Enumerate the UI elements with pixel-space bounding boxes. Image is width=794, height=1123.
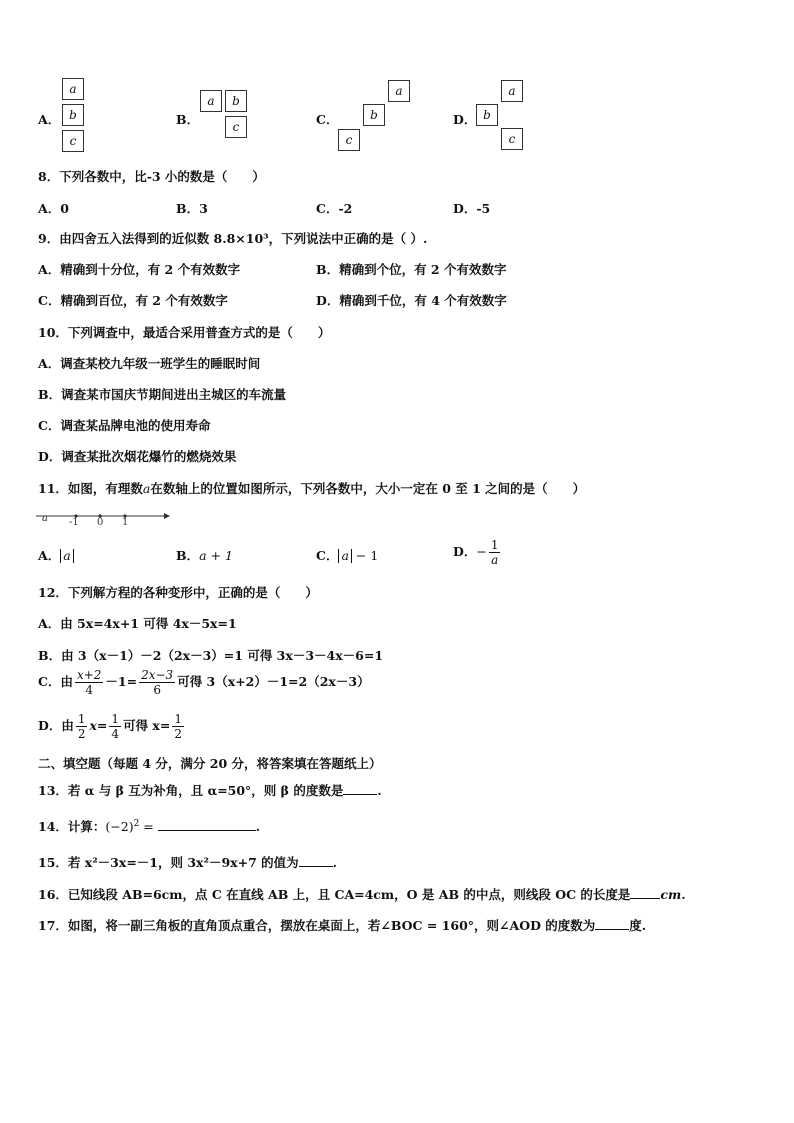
answer-blank bbox=[299, 866, 333, 867]
question-11-stem: 11．如图，有理数a在数轴上的位置如图所示，下列各数中，大小一定在 0 至 1 之间的是（ ） bbox=[38, 481, 586, 496]
q12-option-c: C．由 $\frac{x+2}{4}$ －1= $\frac{2x-3}{6}$ 可得 3（x+2）－1=2（2x－3） bbox=[38, 668, 370, 697]
face-cell: a bbox=[200, 90, 222, 112]
face-cell: b bbox=[476, 104, 498, 126]
q10-option-c: C．调查某品牌电池的使用寿命 bbox=[38, 418, 211, 433]
question-15: 15．若 x²－3x=－1，则 3x²－9x+7 的值为 . bbox=[38, 855, 338, 870]
q9-option-d: D．精确到千位，有 4 个有效数字 bbox=[316, 293, 507, 308]
question-10-stem: 10．下列调查中，最适合采用普查方式的是（ ） bbox=[38, 325, 331, 340]
axis-label-0: 0 bbox=[97, 517, 104, 528]
question-16: 16．已知线段 AB=6cm，点 C 在直线 AB 上，且 CA=4cm，O 是 AB 的中点，则线段 OC 的长度是 cm. bbox=[38, 887, 686, 902]
face-cell: c bbox=[338, 129, 360, 151]
face-cell: b bbox=[225, 90, 247, 112]
q7-option-a-label: A． bbox=[38, 112, 61, 127]
question-9-stem: 9．由四舍五入法得到的近似数 8.8×10³，下列说法中正确的是（ ）. bbox=[38, 231, 428, 246]
answer-blank bbox=[595, 929, 629, 930]
q12-option-d: D．由 $\frac{1}{2}$ x= $\frac{1}{4}$ 可得 x= $\frac{1}{2}$ bbox=[38, 712, 182, 741]
q11-option-b: B．a + 1 bbox=[176, 548, 233, 563]
q9-option-c: C．精确到百位，有 2 个有效数字 bbox=[38, 293, 228, 308]
q11-option-a: A． a bbox=[38, 546, 74, 564]
face-cell: a bbox=[501, 80, 523, 102]
face-cell: b bbox=[62, 104, 84, 126]
q10-option-d: D．调查某批次烟花爆竹的燃烧效果 bbox=[38, 449, 237, 464]
q11-option-c: C． a − 1 bbox=[316, 548, 379, 563]
q8-option-c: C．-2 bbox=[316, 201, 353, 216]
face-cell: c bbox=[62, 130, 84, 152]
axis-label-minus-1: -1 bbox=[69, 517, 79, 528]
question-12-stem: 12．下列解方程的各种变形中，正确的是（ ） bbox=[38, 585, 318, 600]
q9-option-b: B．精确到个位，有 2 个有效数字 bbox=[316, 262, 507, 277]
answer-blank bbox=[630, 898, 660, 899]
q7-option-c-label: C． bbox=[316, 112, 339, 127]
face-cell: b bbox=[363, 104, 385, 126]
face-cell: a bbox=[62, 78, 84, 100]
axis-label-1: 1 bbox=[122, 517, 129, 528]
q8-option-a: A．0 bbox=[38, 201, 69, 216]
q9-option-a: A．精确到十分位，有 2 个有效数字 bbox=[38, 262, 241, 277]
question-14: 14．计算：$(-2)^2$ = . bbox=[38, 818, 261, 834]
face-cell: c bbox=[501, 128, 523, 150]
answer-blank bbox=[343, 794, 377, 795]
question-13: 13．若 α 与 β 互为补角，且 α=50°，则 β 的度数是 . bbox=[38, 783, 382, 798]
q7-option-b-label: B． bbox=[176, 112, 200, 127]
q7-option-d-label: D． bbox=[453, 112, 477, 127]
face-cell: a bbox=[388, 80, 410, 102]
q11-option-d: D．− $\frac{1}{a}$ bbox=[453, 538, 499, 567]
question-17: 17．如图，将一副三角板的直角顶点重合，摆放在桌面上，若∠BOC = 160°，则∠AOD 的度数为 度. bbox=[38, 918, 647, 933]
q10-option-b: B．调查某市国庆节期间进出主城区的车流量 bbox=[38, 387, 287, 402]
answer-blank bbox=[158, 830, 256, 831]
question-8-stem: 8．下列各数中，比-3 小的数是（ ） bbox=[38, 169, 265, 184]
section-2-heading: 二、填空题（每题 4 分，满分 20 分，将答案填在答题纸上） bbox=[38, 756, 382, 771]
q12-option-b: B．由 3（x－1）－2（2x－3）=1 可得 3x－3－4x－6=1 bbox=[38, 648, 384, 663]
q8-option-b: B．3 bbox=[176, 201, 208, 216]
q8-option-d: D．-5 bbox=[453, 201, 491, 216]
face-cell: c bbox=[225, 116, 247, 138]
q10-option-a: A．调查某校九年级一班学生的睡眠时间 bbox=[38, 356, 261, 371]
number-line bbox=[36, 508, 171, 528]
q12-option-a: A．由 5x=4x+1 可得 4x－5x=1 bbox=[38, 616, 237, 631]
axis-label-a: a bbox=[42, 513, 48, 524]
